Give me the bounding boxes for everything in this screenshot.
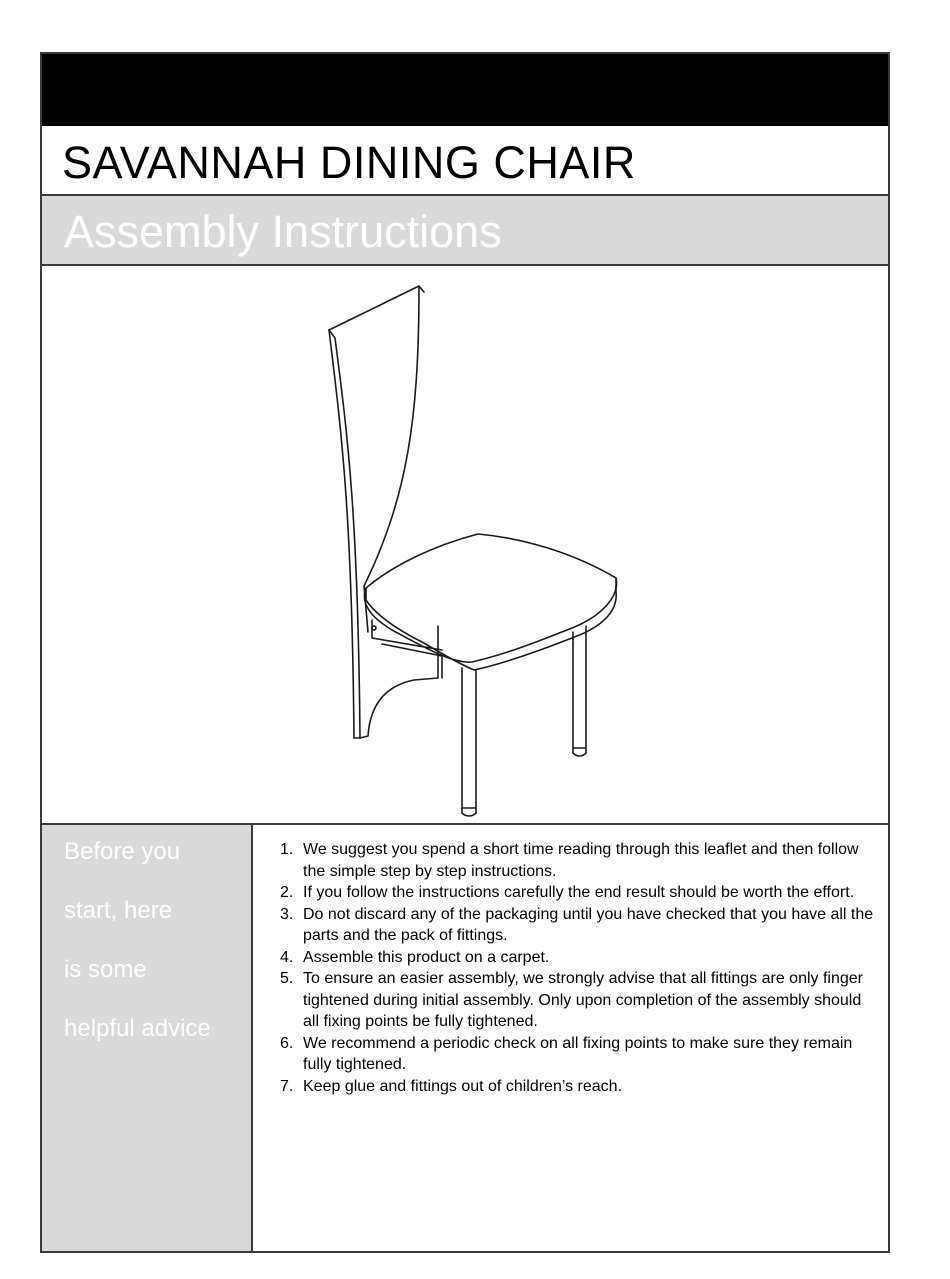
list-item: 6. We recommend a periodic check on all fixing points to make sure they remain fully tightened. bbox=[280, 1034, 853, 1073]
instruction-sheet bbox=[40, 52, 890, 1253]
dining-chair-icon bbox=[42, 266, 888, 823]
advice-intro-line: Before you bbox=[64, 838, 181, 865]
advice-section bbox=[42, 825, 888, 1251]
page-subtitle: Assembly Instructions bbox=[64, 206, 502, 257]
advice-steps-list bbox=[280, 839, 880, 1097]
list-item: 5. To ensure an easier assembly, we strongly advise that all fittings are only finger tightened during initial assembly. Only upon completion of the assembly should all fixing points be fully tightened. bbox=[280, 970, 863, 1030]
chair-illustration-panel bbox=[42, 266, 888, 825]
title-row bbox=[42, 126, 888, 196]
advice-intro-line: is some bbox=[64, 956, 147, 983]
list-item: 2. If you follow the instructions carefully the end result should be worth the effort. bbox=[280, 884, 855, 901]
advice-intro-panel bbox=[42, 825, 253, 1251]
page-title: SAVANNAH DINING CHAIR bbox=[62, 137, 636, 188]
advice-intro-line: helpful advice bbox=[64, 1015, 211, 1042]
advice-intro-line: start, here bbox=[64, 897, 173, 924]
list-item: 7. Keep glue and fittings out of children’s reach. bbox=[280, 1077, 623, 1095]
list-item: 4. Assemble this product on a carpet. bbox=[280, 948, 550, 966]
list-item: 3. Do not discard any of the packaging until you have checked that you have all the parts and the pack of fittings. bbox=[280, 905, 874, 944]
header-black-bar bbox=[42, 54, 888, 126]
list-item: 1. We suggest you spend a short time reading through this leaflet and then follow the simple step by step instructions. bbox=[280, 841, 859, 880]
subtitle-row bbox=[42, 196, 888, 266]
